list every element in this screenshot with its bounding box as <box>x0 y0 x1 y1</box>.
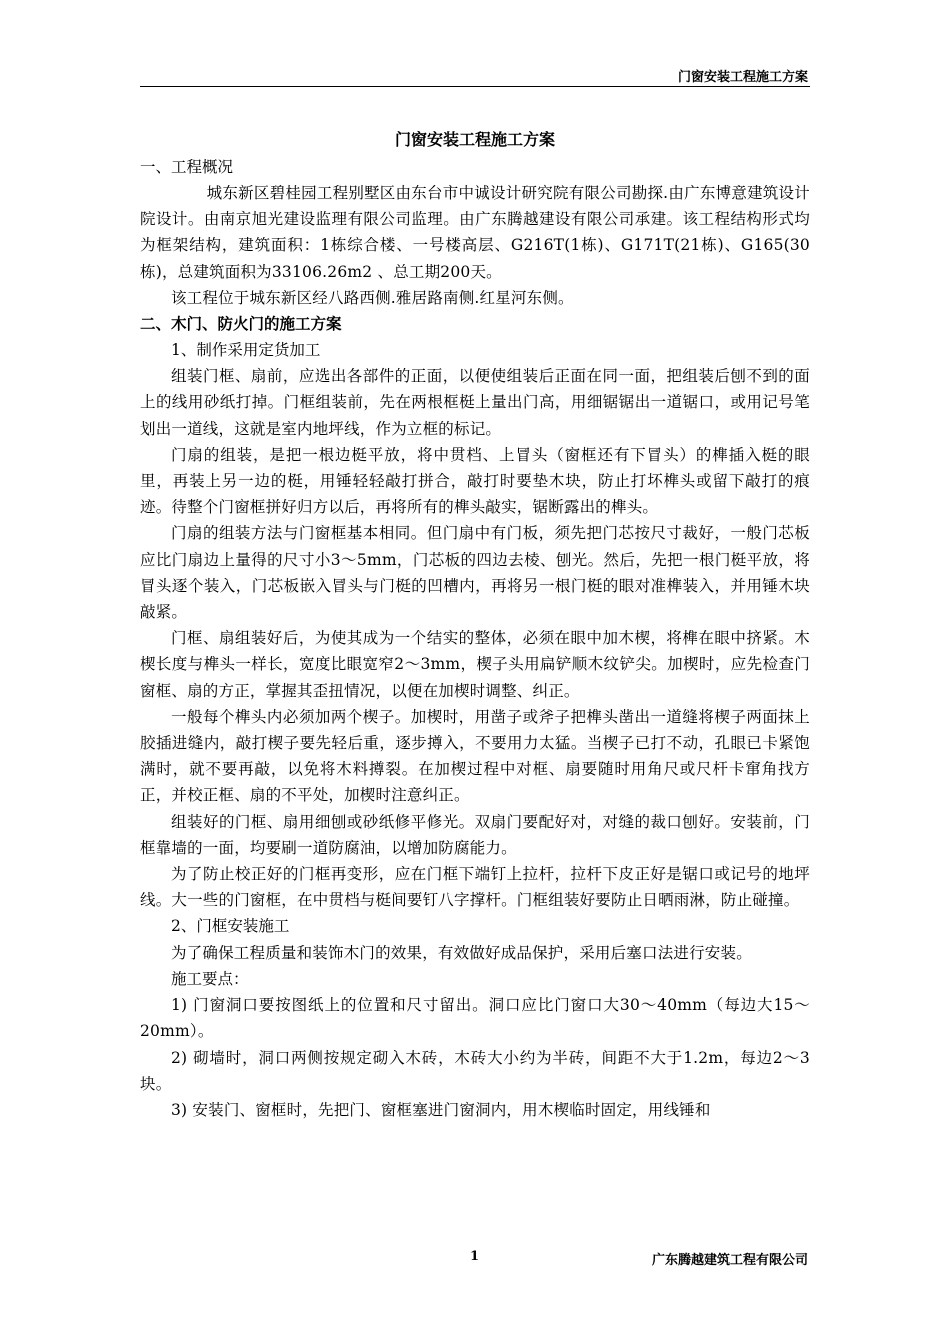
section2-paragraph-3: 门扇的组装方法与门窗框基本相同。但门扇中有门板，须先把门芯按尺寸裁好，一般门芯板应比门扇边上量得的尺寸小3～5mm，门芯板的四边去棱、刨光。然后，先把一根门梃平放，将冒头逐个装入，门芯板嵌入冒头与门梃的凹槽内，再将另一根门梃的眼对准榫装入，并用锤木块敲紧。 <box>140 524 810 622</box>
section1-paragraph-1: 城东新区碧桂园工程别墅区由东台市中诚设计研究院有限公司勘探.由广东博意建筑设计院设计。由南京旭光建设监理有限公司监理。由广东腾越建设有限公司承建。该工程结构形式均为框架结构，建筑面积：1栋综合楼、一号楼高层、G216T(1栋)、G171T(21栋)、G165(30栋)，总建筑面积为33106.26m2 、总工期200天。 <box>140 184 810 281</box>
point-item-1: 1) 门窗洞口要按图纸上的位置和尺寸留出。洞口应比门窗口大30～40mm（每边大15～20mm）。 <box>140 996 810 1041</box>
points-title: 施工要点： <box>171 969 249 988</box>
section2-paragraph-5: 一般每个榫头内必须加两个楔子。加楔时，用凿子或斧子把榫头凿出一道缝将楔子两面抹上胶插进缝内，敲打楔子要先轻后重，逐步撙入，不要用力太猛。当楔子已打不动，孔眼已卡紧饱满时，就不要再敲，以免将木料撙裂。在加楔过程中对框、扇要随时用角尺或尺杆卡窜角找方正，并校正框、扇的不平处，加楔时注意纠正。 <box>140 707 810 805</box>
page-footer <box>140 1249 810 1269</box>
section2-heading: 二、木门、防火门的施工方案 <box>140 315 342 334</box>
section1-paragraph-2: 该工程位于城东新区经八路西侧.雅居路南侧.红星河东侧。 <box>171 288 574 307</box>
point-item-3: 3) 安装门、窗框时，先把门、窗框塞进门窗洞内，用木楔临时固定，用线锤和 <box>171 1100 711 1119</box>
install-paragraph: 为了确保工程质量和装饰木门的效果，有效做好成品保护，采用后塞口法进行安装。 <box>171 943 752 962</box>
section2-paragraph-6: 组装好的门框、扇用细刨或砂纸修平修光。双扇门要配好对，对缝的裁口刨好。安装前，门框靠墙的一面，均要刷一道防腐油，以增加防腐能力。 <box>140 812 810 857</box>
section2-sub1: 1、制作采用定货加工 <box>171 341 321 360</box>
header-title: 门窗安装工程施工方案 <box>677 70 808 85</box>
page-header <box>140 62 810 87</box>
page-number: 1 <box>470 1249 480 1264</box>
section2-paragraph-4: 门框、扇组装好后，为使其成为一个结实的整体，必须在眼中加木楔，将榫在眼中挤紧。木楔长度与榫头一样长，宽度比眼宽窄2～3mm，楔子头用扁铲顺木纹铲尖。加楔时，应先检查门窗框、扇的方正，掌握其歪扭情况，以便在加楔时调整、纠正。 <box>140 629 810 700</box>
footer-company: 广东腾越建筑工程有限公司 <box>651 1253 808 1268</box>
section2-sub2: 2、门框安装施工 <box>171 917 290 936</box>
section2-paragraph-1: 组装门框、扇前，应选出各部件的正面，以便使组装后正面在同一面，把组装后刨不到的面上的线用砂纸打掉。门框组装前，先在两根框梃上量出门高，用细锯锯出一道锯口，或用记号笔划出一道线，这就是室内地坪线，作为立框的标记。 <box>140 367 810 438</box>
section2-paragraph-7: 为了防止校正好的门框再变形，应在门框下端钉上拉杆，拉杆下皮正好是锯口或记号的地坪线。大一些的门窗框，在中贯档与梃间要钉八字撑杆。门框组装好要防止日晒雨淋，防止碰撞。 <box>140 865 810 910</box>
section2-paragraph-2: 门扇的组装，是把一根边梃平放，将中贯档、上冒头（窗框还有下冒头）的榫插入梃的眼里，再装上另一边的梃，用锤轻轻敲打拼合，敲打时要垫木块，防止打坏榫头或留下敲打的痕迹。待整个门窗框拼好归方以后，再将所有的榫头敲实，锯断露出的榫头。 <box>140 445 810 517</box>
point-item-2: 2) 砌墙时，洞口两侧按规定砌入木砖，木砖大小约为半砖，间距不大于1.2m，每边2～3块。 <box>140 1048 810 1093</box>
document-body <box>140 126 810 1123</box>
section1-heading: 一、工程概况 <box>140 158 234 176</box>
document-title: 门窗安装工程施工方案 <box>394 130 555 149</box>
